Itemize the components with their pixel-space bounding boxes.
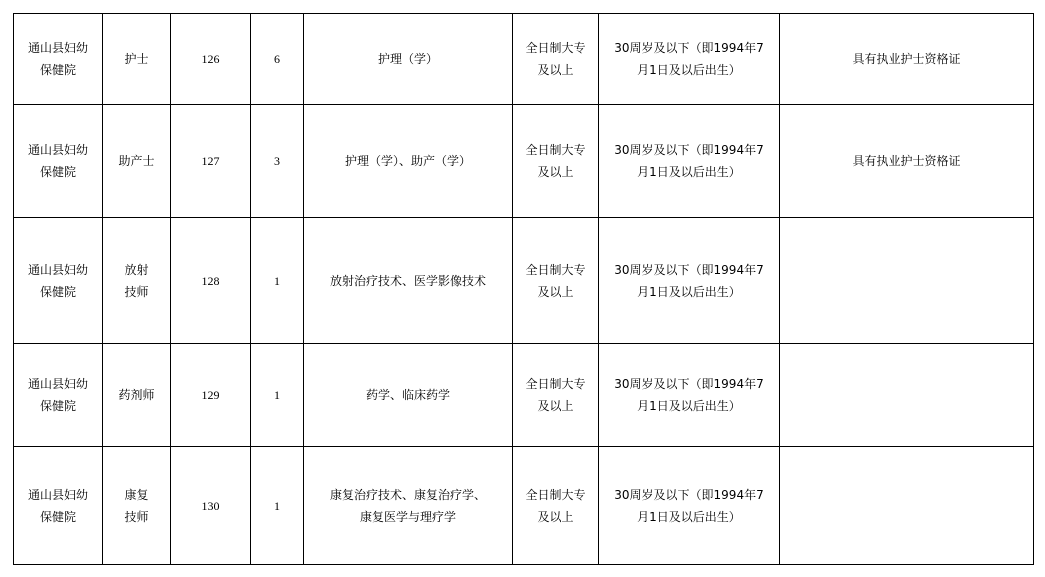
education-cell: 全日制大专 及以上 — [513, 447, 599, 565]
major-cell: 药学、临床药学 — [304, 344, 513, 447]
major-cell: 护理（学） — [304, 14, 513, 105]
table-row — [14, 447, 1034, 565]
age-cell: 30周岁及以下（即1994年7 月1日及以后出生） — [599, 218, 780, 344]
unit-cell: 通山县妇幼 保健院 — [14, 105, 103, 218]
unit-cell: 通山县妇幼 保健院 — [14, 218, 103, 344]
unit-cell: 通山县妇幼 保健院 — [14, 447, 103, 565]
age-cell: 30周岁及以下（即1994年7 月1日及以后出生） — [599, 344, 780, 447]
code-cell: 128 — [171, 218, 251, 344]
code-cell: 130 — [171, 447, 251, 565]
code-cell: 127 — [171, 105, 251, 218]
position-cell: 助产士 — [103, 105, 171, 218]
other-requirements-cell — [780, 344, 1034, 447]
age-cell: 30周岁及以下（即1994年7 月1日及以后出生） — [599, 105, 780, 218]
count-cell: 1 — [251, 344, 304, 447]
other-requirements-cell: 具有执业护士资格证 — [780, 105, 1034, 218]
education-cell: 全日制大专 及以上 — [513, 105, 599, 218]
count-cell: 3 — [251, 105, 304, 218]
code-cell: 129 — [171, 344, 251, 447]
code-cell: 126 — [171, 14, 251, 105]
unit-cell: 通山县妇幼 保健院 — [14, 14, 103, 105]
education-cell: 全日制大专 及以上 — [513, 218, 599, 344]
age-cell: 30周岁及以下（即1994年7 月1日及以后出生） — [599, 447, 780, 565]
other-requirements-cell: 具有执业护士资格证 — [780, 14, 1034, 105]
table-row — [14, 218, 1034, 344]
table-row — [14, 14, 1034, 105]
education-cell: 全日制大专 及以上 — [513, 14, 599, 105]
major-cell: 康复治疗技术、康复治疗学、 康复医学与理疗学 — [304, 447, 513, 565]
table-row — [14, 344, 1034, 447]
major-cell: 护理（学）、助产（学） — [304, 105, 513, 218]
position-cell: 药剂师 — [103, 344, 171, 447]
count-cell: 6 — [251, 14, 304, 105]
position-cell: 康复 技师 — [103, 447, 171, 565]
count-cell: 1 — [251, 447, 304, 565]
position-cell: 放射 技师 — [103, 218, 171, 344]
education-cell: 全日制大专 及以上 — [513, 344, 599, 447]
count-cell: 1 — [251, 218, 304, 344]
other-requirements-cell — [780, 447, 1034, 565]
table-row — [14, 105, 1034, 218]
recruitment-table — [13, 13, 1034, 565]
other-requirements-cell — [780, 218, 1034, 344]
unit-cell: 通山县妇幼 保健院 — [14, 344, 103, 447]
age-cell: 30周岁及以下（即1994年7 月1日及以后出生） — [599, 14, 780, 105]
position-cell: 护士 — [103, 14, 171, 105]
major-cell: 放射治疗技术、医学影像技术 — [304, 218, 513, 344]
